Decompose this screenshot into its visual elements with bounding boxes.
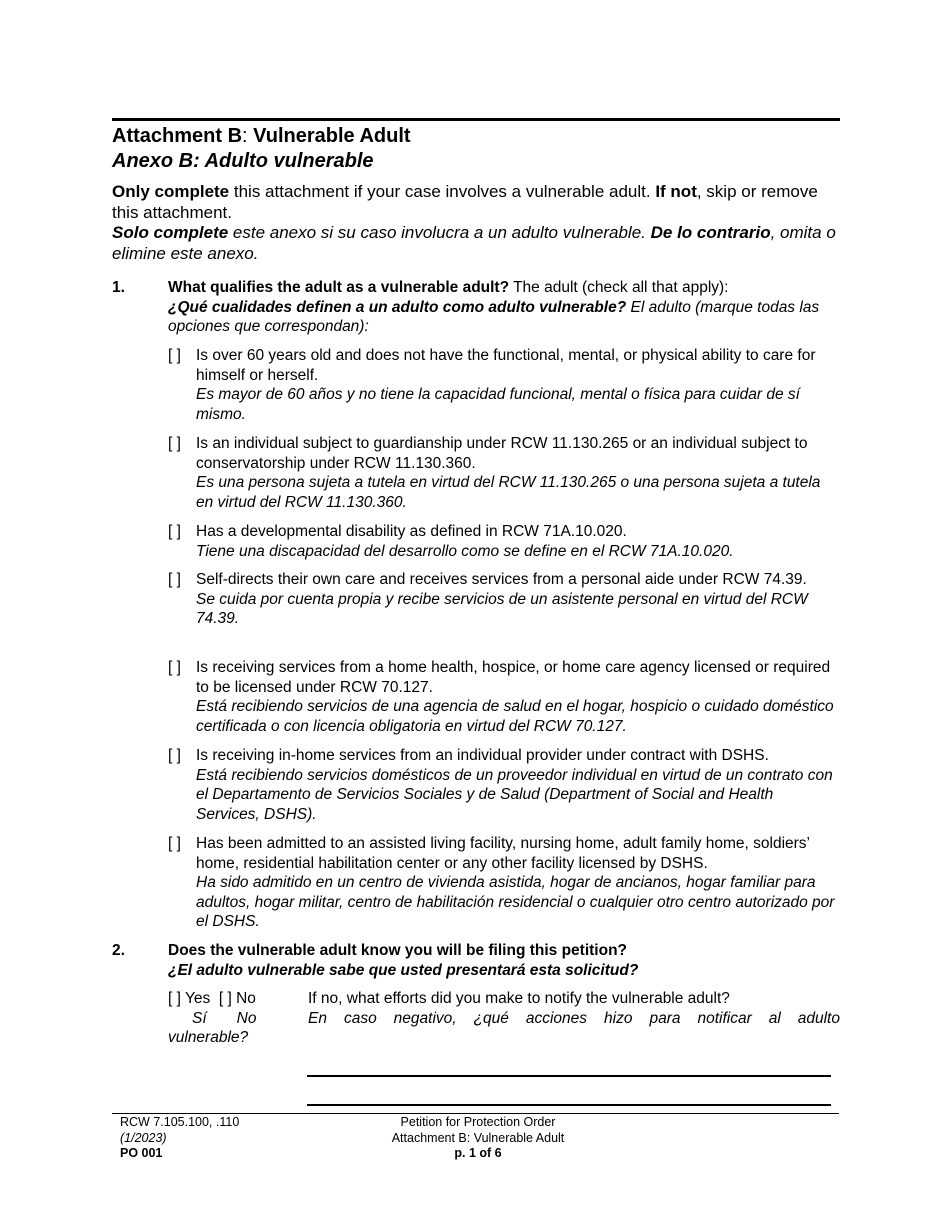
checkbox[interactable]: [ ] bbox=[168, 747, 181, 764]
option-over-60[interactable] bbox=[168, 346, 840, 424]
option-text-es: Se cuida por cuenta propia y recibe servicios de un asistente personal en virtud del RCW 74.39. bbox=[196, 590, 808, 627]
option-text-es: Es mayor de 60 años y no tiene la capacidad funcional, mental o física para cuidar de sí mismo. bbox=[196, 386, 800, 423]
question-number: 2. bbox=[112, 942, 125, 959]
option-text-es: Es una persona sujeta a tutela en virtud del RCW 11.130.265 o una persona sujeta a tutela en virtud del RCW 11.130.360. bbox=[196, 474, 821, 511]
footer-rule bbox=[112, 1113, 839, 1114]
option-text-en: Is over 60 years old and does not have the functional, mental, or physical ability to care for himself or herself. bbox=[196, 347, 816, 384]
title-en: Attachment B: Vulnerable Adult bbox=[112, 125, 411, 147]
notify-efforts-question bbox=[308, 989, 840, 1028]
title-es: Anexo B: Adulto vulnerable bbox=[112, 150, 374, 172]
question-number: 1. bbox=[112, 279, 125, 296]
answer-line[interactable] bbox=[307, 1104, 831, 1106]
checkbox[interactable]: [ ] bbox=[168, 835, 181, 852]
no-label-es: No bbox=[236, 1009, 257, 1027]
option-text-es: Está recibiendo servicios de una agencia de salud en el hogar, hospicio o cuidado doméstico certificada o con licencia obligatoria en virtud del RCW 70.127. bbox=[196, 698, 834, 735]
option-facility-admission[interactable] bbox=[168, 834, 840, 932]
question-1-text: What qualifies the adult as a vulnerable adult? The adult (check all that apply): ¿Qué cualidades definen a un adulto como adulto vulnerable? El adulto (marque todas las opciones que correspondan): bbox=[168, 279, 820, 335]
yes-no-choice bbox=[168, 989, 308, 1028]
option-text-en: Has a developmental disability as defined in RCW 71A.10.020. bbox=[196, 523, 627, 540]
intro-instructions bbox=[112, 182, 840, 264]
option-text-en: Self-directs their own care and receives services from a personal aide under RCW 74.39. bbox=[196, 571, 807, 588]
footer-page-number: p. 1 of 6 bbox=[454, 1146, 502, 1160]
option-text-en: Is receiving services from a home health, hospice, or home care agency licensed or required to be licensed under RCW 70.127. bbox=[196, 659, 831, 696]
option-text-en: Is an individual subject to guardianship under RCW 11.130.265 or an individual subject to conservatorship under RCW 11.130.360. bbox=[196, 435, 808, 472]
option-text-en: Is receiving in-home services from an individual provider under contract with DSHS. bbox=[196, 747, 769, 764]
page-title bbox=[112, 124, 411, 174]
footer-doc-title: Petition for Protection Order bbox=[400, 1115, 556, 1129]
footer-date: (1/2023) bbox=[120, 1130, 167, 1145]
option-guardianship[interactable] bbox=[168, 434, 840, 512]
yes-label-es: Sí bbox=[192, 1009, 207, 1027]
intro-es: Solo complete este anexo si su caso involucra a un adulto vulnerable. De lo contrario, omita o elimine este anexo. bbox=[112, 223, 836, 263]
checkbox[interactable]: [ ] bbox=[168, 523, 181, 540]
answer-line[interactable] bbox=[307, 1075, 831, 1077]
option-in-home-services[interactable] bbox=[168, 746, 840, 824]
question-1 bbox=[112, 278, 840, 337]
notify-efforts-es: En caso negativo, ¿qué acciones hizo para notificar al adulto bbox=[308, 1009, 840, 1027]
question-2 bbox=[112, 941, 840, 980]
footer-rcw: RCW 7.105.100, .110 bbox=[120, 1115, 240, 1129]
footer-left bbox=[120, 1115, 239, 1162]
yes-checkbox[interactable]: [ ] Yes bbox=[168, 990, 211, 1007]
checkbox[interactable]: [ ] bbox=[168, 571, 181, 588]
option-text-es: Ha sido admitido en un centro de vivienda asistida, hogar de ancianos, hogar familiar para adultos, hogar militar, centro de habilitación residencial o cualquier otro centro autorizado por el DSHS. bbox=[196, 874, 835, 930]
notify-efforts-en: If no, what efforts did you make to notify the vulnerable adult? bbox=[308, 990, 730, 1007]
option-text-en: Has been admitted to an assisted living facility, nursing home, adult family home, soldiers’ home, residential habilitation center or any other facility licensed by DSHS. bbox=[196, 835, 810, 872]
option-self-directed-care[interactable] bbox=[168, 570, 840, 629]
checkbox[interactable]: [ ] bbox=[168, 659, 181, 676]
no-checkbox[interactable]: [ ] No bbox=[218, 990, 256, 1007]
notify-efforts-es-continued: vulnerable? bbox=[168, 1029, 249, 1046]
top-rule bbox=[112, 118, 840, 121]
checkbox[interactable]: [ ] bbox=[168, 435, 181, 452]
checkbox[interactable]: [ ] bbox=[168, 347, 181, 364]
question-2-text: Does the vulnerable adult know you will be filing this petition? ¿El adulto vulnerable sabe que usted presentará esta solicitud? bbox=[168, 942, 639, 979]
option-developmental-disability[interactable] bbox=[168, 522, 840, 561]
option-text-es: Está recibiendo servicios domésticos de un proveedor individual en virtud de un contrato con el Departamento de Servicios Sociales y de Salud (Department of Social and Health Services, DSHS). bbox=[196, 766, 833, 823]
option-text-es: Tiene una discapacidad del desarrollo como se define en el RCW 71A.10.020. bbox=[196, 542, 734, 560]
option-home-health[interactable] bbox=[168, 658, 840, 736]
footer-center bbox=[278, 1115, 678, 1162]
intro-en: Only complete this attachment if your case involves a vulnerable adult. If not, skip or remove this attachment. bbox=[112, 182, 818, 222]
footer-doc-subtitle: Attachment B: Vulnerable Adult bbox=[391, 1130, 565, 1145]
footer-form-number: PO 001 bbox=[120, 1146, 163, 1160]
